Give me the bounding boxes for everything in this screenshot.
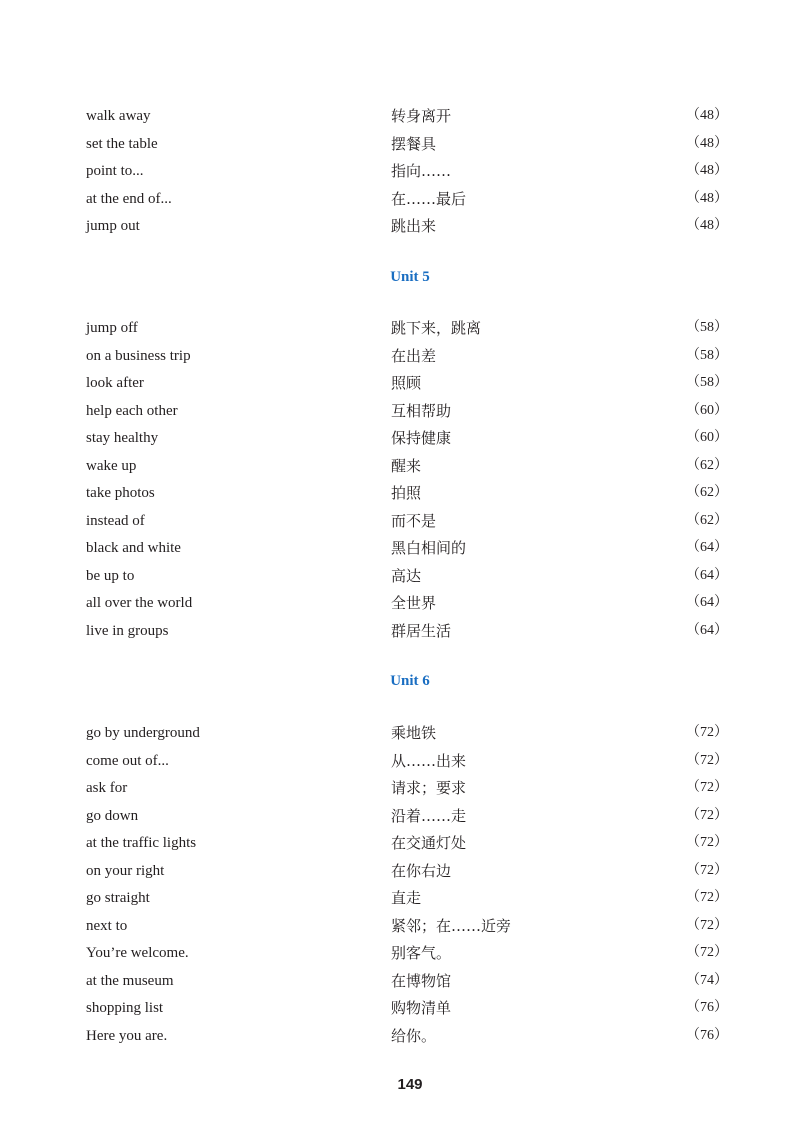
page-reference: （64） xyxy=(686,595,728,610)
page-reference: （72） xyxy=(686,835,728,850)
english-phrase: come out of... xyxy=(86,752,169,769)
section-unit-6 xyxy=(0,723,800,1053)
chinese-meaning: 跳下来，跳离 xyxy=(391,319,482,337)
english-phrase: shopping list xyxy=(86,1000,164,1016)
page-reference: （48） xyxy=(686,190,728,206)
english-phrase: take photos xyxy=(86,485,155,501)
vocab-row xyxy=(0,134,800,162)
chinese-meaning: 在你右边 xyxy=(391,861,452,880)
chinese-meaning: 黑白相间的 xyxy=(391,539,467,557)
vocab-row xyxy=(0,833,800,861)
chinese-meaning: 而不是 xyxy=(391,511,437,530)
vocab-row xyxy=(0,161,800,189)
vocab-row xyxy=(0,916,800,944)
english-phrase: ask for xyxy=(86,780,128,796)
chinese-meaning: 紧邻；在……近旁 xyxy=(391,916,512,935)
page-reference: （72） xyxy=(686,725,728,740)
chinese-meaning: 醒来 xyxy=(391,456,422,475)
chinese-meaning: 互相帮助 xyxy=(391,401,452,420)
page-reference: （60） xyxy=(686,430,728,445)
english-phrase: at the traffic lights xyxy=(86,835,197,851)
english-phrase: be up to xyxy=(86,567,135,584)
english-phrase: go straight xyxy=(86,890,150,906)
page-reference: （58） xyxy=(686,375,728,390)
chinese-meaning: 直走 xyxy=(391,889,422,907)
english-phrase: walk away xyxy=(86,108,151,124)
page-reference: （64） xyxy=(686,567,728,583)
unit-6-heading: Unit 6 xyxy=(390,673,430,689)
vocab-row xyxy=(0,538,800,566)
chinese-meaning: 在交通灯处 xyxy=(391,834,467,852)
english-phrase: wake up xyxy=(86,457,137,474)
page-reference: （62） xyxy=(686,512,728,528)
page-reference: （62） xyxy=(686,485,728,500)
chinese-meaning: 从……出来 xyxy=(391,751,467,770)
english-phrase: stay healthy xyxy=(86,430,159,446)
chinese-meaning: 指向…… xyxy=(391,162,452,180)
chinese-meaning: 全世界 xyxy=(391,594,437,612)
english-phrase: on a business trip xyxy=(86,347,191,364)
unit-5-heading: Unit 5 xyxy=(390,269,430,285)
chinese-meaning: 请求；要求 xyxy=(391,779,467,797)
english-phrase: at the museum xyxy=(86,972,174,989)
chinese-meaning: 高达 xyxy=(391,566,422,585)
vocab-row xyxy=(0,751,800,779)
chinese-meaning: 在博物馆 xyxy=(391,971,452,990)
chinese-meaning: 转身离开 xyxy=(391,107,452,125)
english-phrase: set the table xyxy=(86,135,158,152)
page-reference: （76） xyxy=(686,1027,728,1043)
vocab-row xyxy=(0,511,800,539)
english-phrase: point to... xyxy=(86,163,144,179)
vocab-row xyxy=(0,401,800,429)
vocab-row xyxy=(0,216,800,244)
vocab-row xyxy=(0,456,800,484)
page-reference: （72） xyxy=(686,862,728,878)
page-reference: （58） xyxy=(686,320,728,335)
english-phrase: look after xyxy=(86,375,144,391)
page-reference: （64） xyxy=(686,622,728,638)
chinese-meaning: 在……最后 xyxy=(391,189,467,208)
english-phrase: next to xyxy=(86,917,128,934)
chinese-meaning: 别客气。 xyxy=(391,944,452,962)
chinese-meaning: 照顾 xyxy=(391,374,422,392)
chinese-meaning: 拍照 xyxy=(391,484,422,502)
chinese-meaning: 乘地铁 xyxy=(391,724,437,742)
page-reference: （48） xyxy=(686,108,728,123)
english-phrase: at the end of... xyxy=(86,190,172,207)
vocab-row xyxy=(0,428,800,456)
english-phrase: You’re welcome. xyxy=(86,945,189,961)
page-reference: （64） xyxy=(686,540,728,555)
page-reference: （72） xyxy=(686,917,728,933)
vocab-row xyxy=(0,806,800,834)
chinese-meaning: 购物清单 xyxy=(391,999,452,1017)
vocab-row xyxy=(0,566,800,594)
page-reference: （72） xyxy=(686,890,728,905)
page-number: 149 xyxy=(397,1076,423,1093)
page-reference: （72） xyxy=(686,945,728,960)
vocab-row xyxy=(0,998,800,1026)
vocab-row xyxy=(0,346,800,374)
page-reference: （72） xyxy=(686,752,728,768)
english-phrase: jump off xyxy=(86,320,138,336)
page-reference: （48） xyxy=(686,135,728,151)
english-phrase: jump out xyxy=(86,218,140,234)
chinese-meaning: 跳出来 xyxy=(391,217,437,235)
english-phrase: instead of xyxy=(86,512,145,529)
english-phrase: help each other xyxy=(86,402,178,419)
section-unit-5 xyxy=(0,318,800,648)
english-phrase: all over the world xyxy=(86,595,193,611)
vocab-row xyxy=(0,593,800,621)
vocab-row xyxy=(0,888,800,916)
english-phrase: go by underground xyxy=(86,725,200,741)
chinese-meaning: 摆餐具 xyxy=(391,134,437,153)
page-reference: （72） xyxy=(686,780,728,795)
chinese-meaning: 在出差 xyxy=(391,346,437,365)
english-phrase: on your right xyxy=(86,862,165,879)
section-unit-4-continued xyxy=(0,106,800,244)
page-reference: （74） xyxy=(686,972,728,988)
vocab-row xyxy=(0,861,800,889)
page-reference: （72） xyxy=(686,807,728,823)
vocab-row xyxy=(0,971,800,999)
chinese-meaning: 沿着……走 xyxy=(391,806,467,825)
chinese-meaning: 群居生活 xyxy=(391,621,452,640)
english-phrase: black and white xyxy=(86,540,181,556)
vocab-row xyxy=(0,483,800,511)
vocab-row xyxy=(0,373,800,401)
english-phrase: Here you are. xyxy=(86,1027,168,1044)
page-reference: （62） xyxy=(686,457,728,473)
page-reference: （48） xyxy=(686,163,728,178)
page-reference: （76） xyxy=(686,1000,728,1015)
vocab-row xyxy=(0,621,800,649)
vocab-row xyxy=(0,723,800,751)
chinese-meaning: 给你。 xyxy=(391,1026,437,1045)
page-reference: （60） xyxy=(686,402,728,418)
vocab-row xyxy=(0,106,800,134)
vocab-row xyxy=(0,318,800,346)
vocab-row xyxy=(0,943,800,971)
english-phrase: go down xyxy=(86,807,139,824)
vocab-row xyxy=(0,778,800,806)
chinese-meaning: 保持健康 xyxy=(391,429,452,447)
vocab-row xyxy=(0,189,800,217)
page-reference: （48） xyxy=(686,218,728,233)
english-phrase: live in groups xyxy=(86,622,169,639)
page-reference: （58） xyxy=(686,347,728,363)
vocab-row xyxy=(0,1026,800,1054)
